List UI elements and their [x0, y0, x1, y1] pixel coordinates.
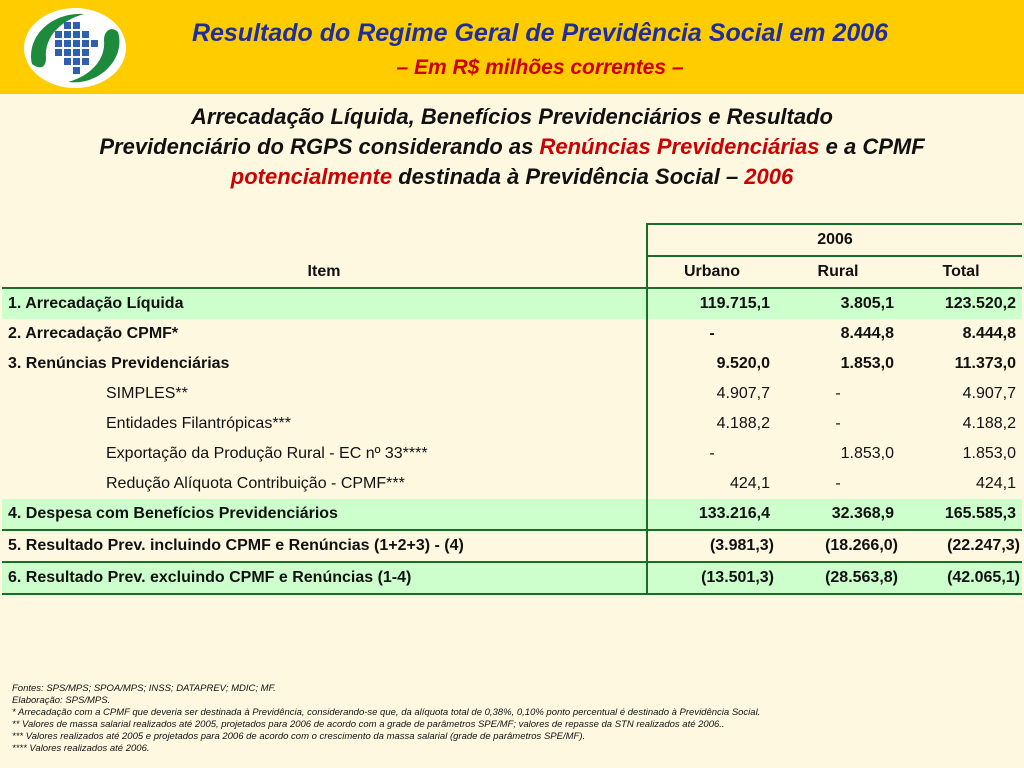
page-title: Resultado do Regime Geral de Previdência Social em 2006 — [191, 19, 889, 47]
cell-urbano: 133.216,4 — [647, 499, 776, 530]
cell-urbano: 4.907,7 — [647, 379, 776, 409]
year-header: 2006 — [647, 224, 1022, 256]
cell-urbano: (13.501,3) — [647, 562, 776, 594]
cell-total: 4.907,7 — [962, 385, 1016, 402]
cell-rural: 1.853,0 — [840, 445, 894, 462]
table-row — [2, 562, 1022, 594]
table-heading — [20, 102, 1004, 192]
cell-total: 1.853,0 — [962, 445, 1016, 462]
cell-total: (22.247,3) — [900, 530, 1022, 562]
heading-line-2 — [20, 132, 1004, 162]
results-table — [2, 223, 1022, 595]
cell-rural: 3.805,1 — [776, 288, 900, 319]
table-row — [2, 409, 1022, 439]
cell-rural: 32.368,9 — [776, 499, 900, 530]
cell-total: (42.065,1) — [900, 562, 1022, 594]
table-row — [2, 379, 1022, 409]
table-row — [2, 439, 1022, 469]
heading-text: destinada à Previdência Social – — [392, 164, 745, 189]
heading-year: 2006 — [744, 164, 794, 189]
row-label: 1. Arrecadação Líquida — [2, 288, 647, 319]
col-urbano: Urbano — [647, 256, 776, 288]
footnote: Elaboração: SPS/MPS. — [12, 695, 111, 706]
cell-rural: 8.444,8 — [840, 325, 894, 342]
heading-highlight: potencialmente — [230, 164, 393, 189]
cell-urbano: - — [647, 319, 776, 349]
table-row — [2, 499, 1022, 530]
heading-line-1: Arrecadação Líquida, Benefícios Previdenciários e Resultado — [191, 104, 833, 129]
footnote: ** Valores de massa salarial realizados até 2005, projetados para 2006 de acordo com a grade de parâmetros SPE/MF; valores de repasse da STN realizados até 2006.. — [12, 719, 725, 730]
cell-total: 4.188,2 — [962, 415, 1016, 432]
footnote: * Arrecadação com a CPMF que deveria ser destinada à Previdência, considerando-se que, da alíquota total de 0,38%, 0,10% ponto percentual é destinado à Previdência Social. — [12, 707, 761, 718]
cell-rural: - — [835, 385, 841, 402]
row-label: 4. Despesa com Benefícios Previdenciários — [2, 499, 647, 530]
footnotes — [12, 683, 1012, 755]
cell-rural: - — [835, 475, 841, 492]
cell-total: 11.373,0 — [954, 355, 1016, 372]
cell-rural: - — [835, 415, 841, 432]
cell-urbano: 4.188,2 — [647, 409, 776, 439]
cell-urbano: 424,1 — [647, 469, 776, 499]
cell-urbano: (3.981,3) — [647, 530, 776, 562]
cell-rural: (28.563,8) — [776, 562, 900, 594]
cell-urbano: - — [647, 439, 776, 469]
col-rural: Rural — [776, 256, 900, 288]
table-row — [2, 319, 1022, 349]
row-label: 2. Arrecadação CPMF* — [8, 325, 179, 342]
heading-text: e a CPMF — [819, 134, 925, 159]
cell-urbano: 119.715,1 — [647, 288, 776, 319]
heading-text: Previdenciário do RGPS considerando as — [99, 134, 540, 159]
cell-total: 424,1 — [975, 475, 1016, 492]
row-label: Entidades Filantrópicas*** — [106, 415, 291, 432]
cell-rural: 1.853,0 — [840, 355, 894, 372]
column-header-row — [2, 256, 1022, 288]
row-label: 3. Renúncias Previdenciárias — [8, 355, 230, 372]
page-subtitle: – Em R$ milhões correntes – — [396, 56, 684, 79]
cell-total: 123.520,2 — [900, 288, 1022, 319]
year-header-row — [2, 224, 1022, 256]
col-total: Total — [900, 256, 1022, 288]
col-item: Item — [2, 256, 647, 288]
heading-highlight: Renúncias Previdenciárias — [539, 134, 820, 159]
footnote: Fontes: SPS/MPS; SPOA/MPS; INSS; DATAPREV; MDIC; MF. — [12, 683, 276, 694]
footnote: *** Valores realizados até 2005 e projetados para 2006 de acordo com o crescimento da massa salarial (grade de parâmetros SPE/MF). — [12, 731, 586, 742]
cell-total: 8.444,8 — [962, 325, 1016, 342]
row-label: SIMPLES** — [106, 385, 188, 402]
row-label: 5. Resultado Prev. incluindo CPMF e Renúncias (1+2+3) - (4) — [2, 530, 647, 562]
table-row — [2, 288, 1022, 319]
heading-line-3 — [20, 162, 1004, 192]
cell-urbano: 9.520,0 — [647, 349, 776, 379]
header-bar — [0, 0, 1024, 94]
row-label: Exportação da Produção Rural - EC nº 33**** — [106, 445, 428, 462]
previdencia-logo-icon — [22, 6, 128, 90]
row-label: 6. Resultado Prev. excluindo CPMF e Renúncias (1-4) — [2, 562, 647, 594]
table-row — [2, 349, 1022, 379]
table-row — [2, 469, 1022, 499]
cell-total: 165.585,3 — [900, 499, 1022, 530]
table-row — [2, 530, 1022, 562]
footnote: **** Valores realizados até 2006. — [12, 743, 150, 754]
cell-rural: (18.266,0) — [776, 530, 900, 562]
row-label: Redução Alíquota Contribuição - CPMF*** — [106, 475, 405, 492]
